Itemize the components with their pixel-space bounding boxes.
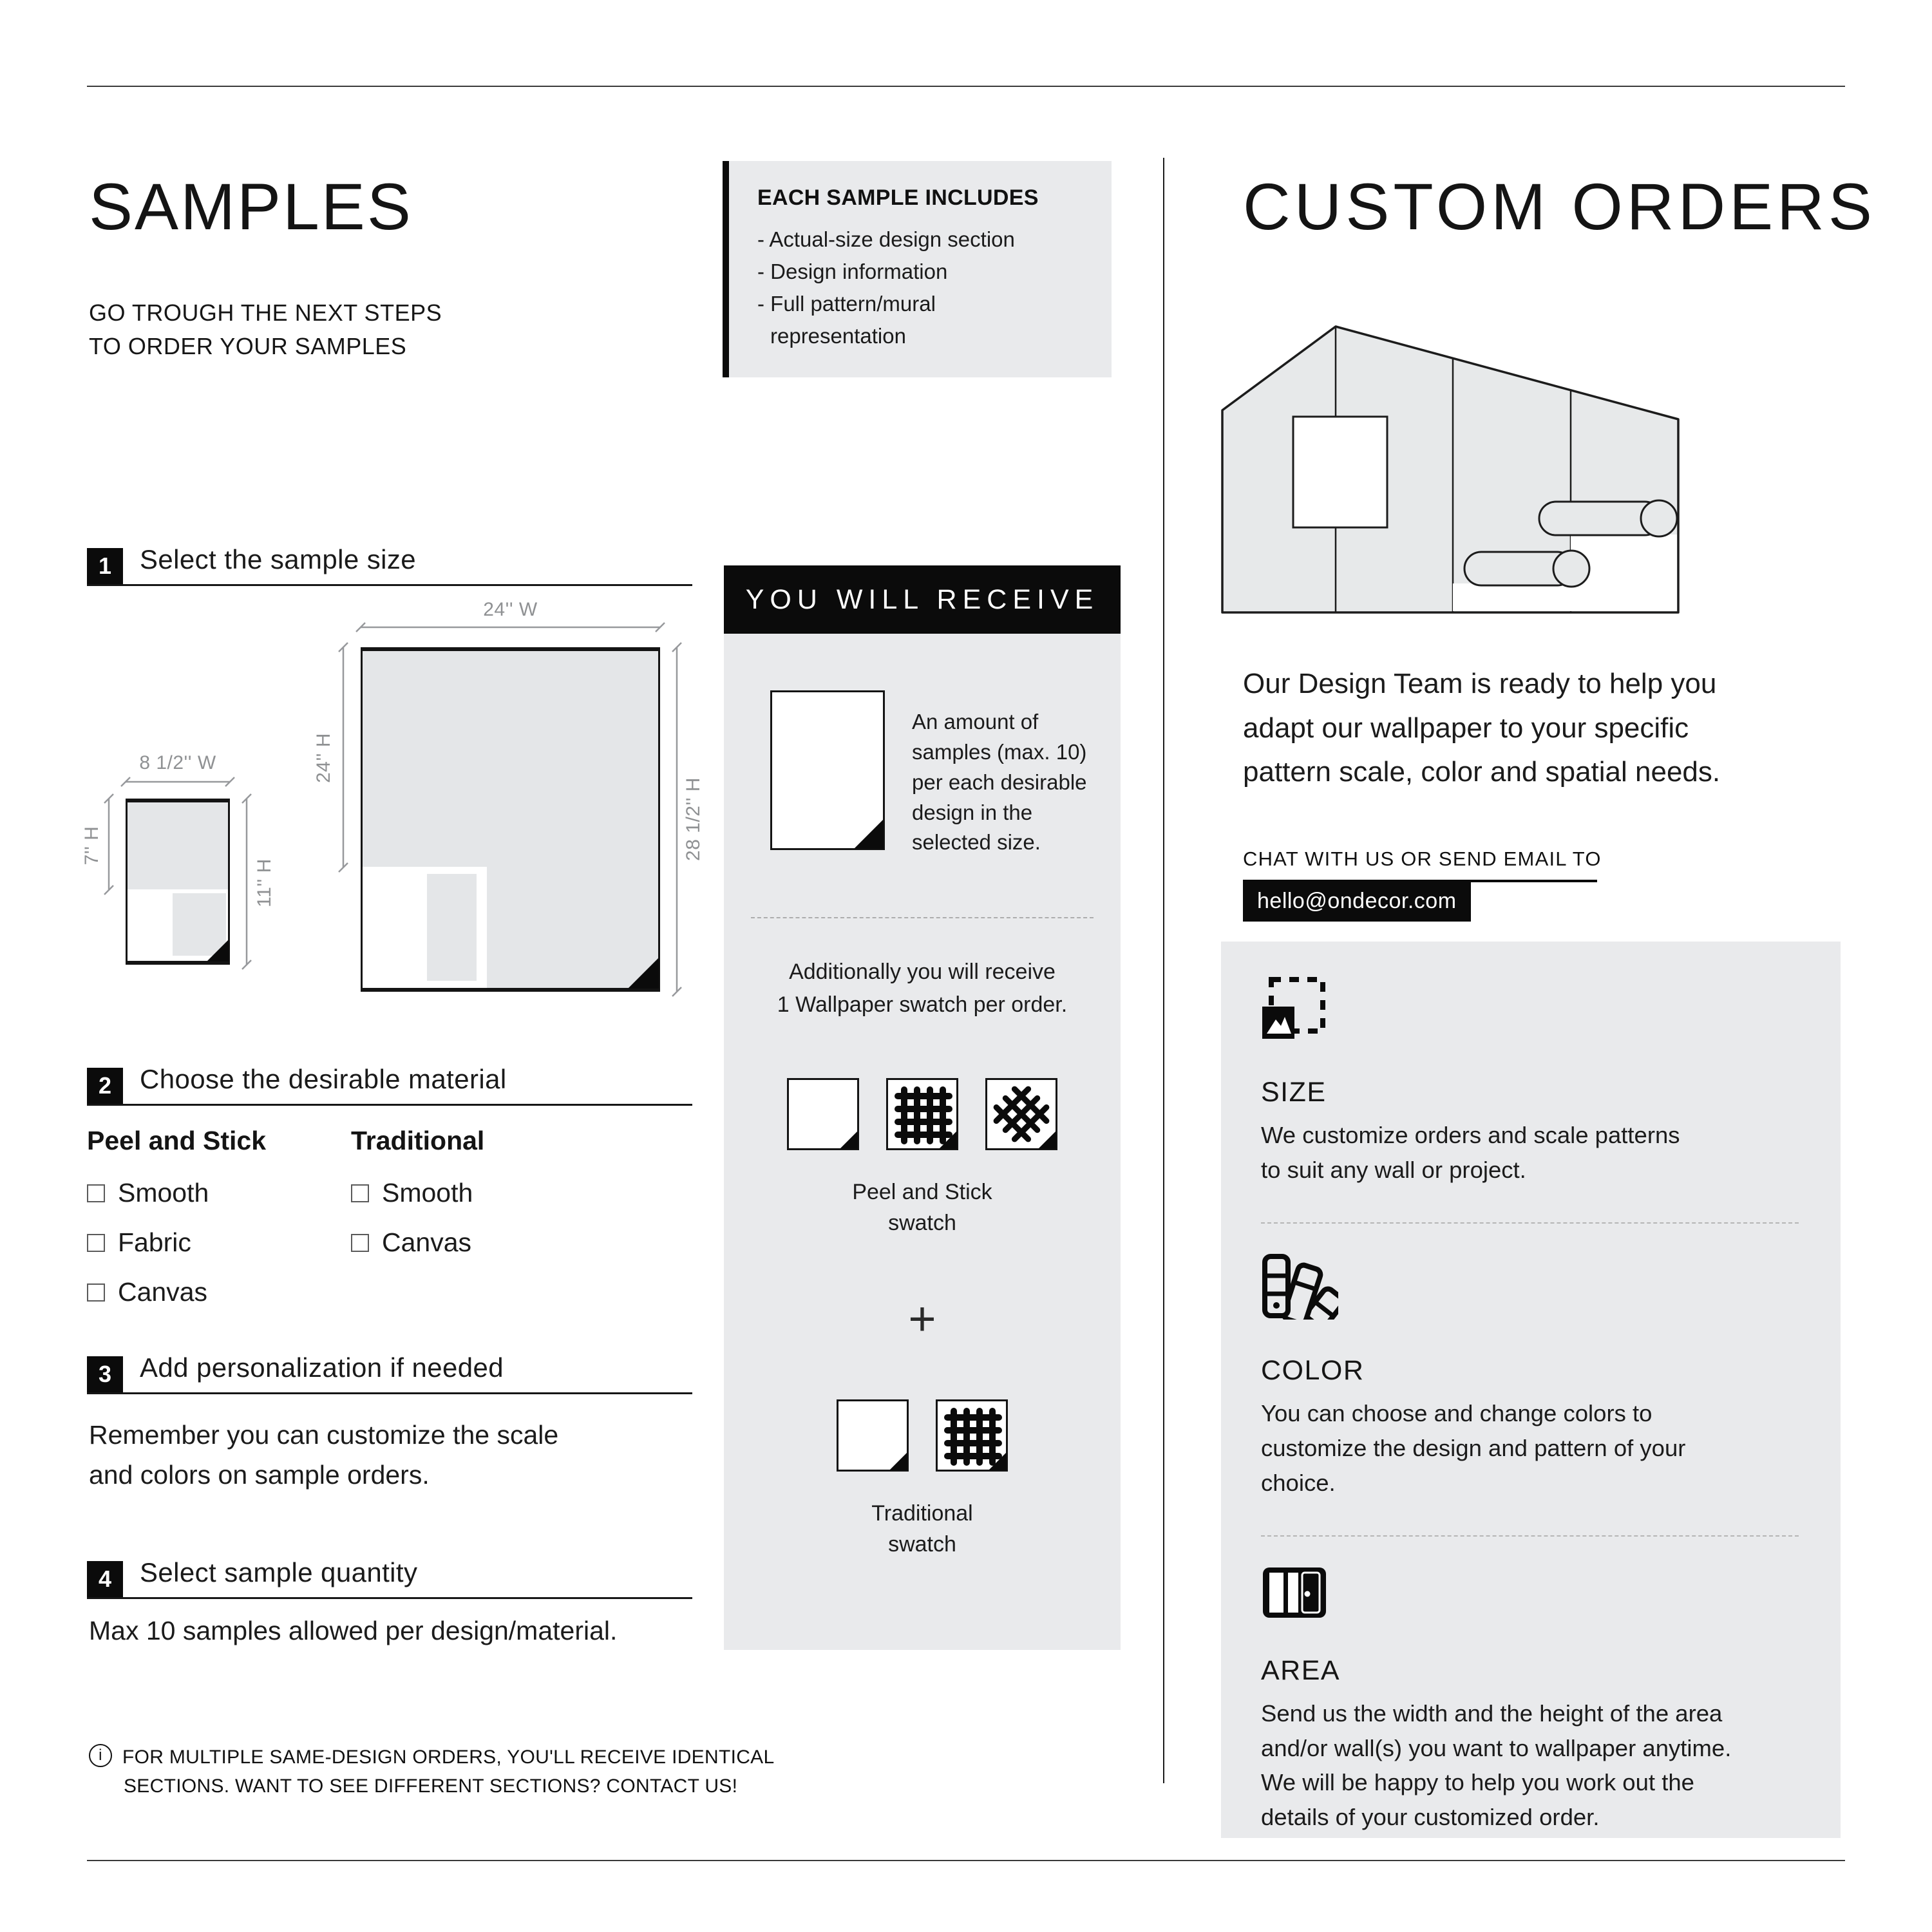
text-line: design in the <box>912 800 1033 824</box>
receive-body <box>724 634 1121 1560</box>
grid-swatch-icon <box>936 1399 1008 1472</box>
custom-orders-panel <box>1221 942 1841 1838</box>
text-line: 1 Wallpaper swatch per order. <box>777 992 1068 1018</box>
step-2-label: Choose the desirable material <box>140 1064 507 1094</box>
text-line: pattern scale, color and spatial needs. <box>1243 756 1721 788</box>
option-canvas <box>87 1277 266 1307</box>
corner-fold-icon <box>207 940 229 961</box>
lattice-swatch-icon <box>985 1078 1057 1150</box>
checkbox[interactable] <box>351 1234 369 1252</box>
includes-item: - Actual-size design section <box>757 227 1015 251</box>
traditional-column <box>351 1126 484 1277</box>
text-line: You can choose and change colors to <box>1261 1400 1653 1427</box>
text-line: Send us the width and the height of the area <box>1261 1700 1723 1727</box>
text-line: details of your customized order. <box>1261 1804 1600 1831</box>
grid-swatch-icon <box>886 1078 958 1150</box>
you-will-receive-panel <box>724 565 1121 1650</box>
blank-swatch-icon <box>787 1078 859 1150</box>
text-line: choice. <box>1261 1469 1336 1496</box>
house-wallpaper-illustration <box>1217 320 1683 618</box>
samples-title: SAMPLES <box>89 170 413 244</box>
option-label: Canvas <box>382 1227 472 1257</box>
checkbox[interactable] <box>87 1234 105 1252</box>
corner-fold-icon <box>989 1452 1007 1470</box>
footnote-text <box>122 1743 774 1801</box>
wall-area-icon <box>1261 1566 1799 1623</box>
sample-section-swatch <box>427 874 477 981</box>
step-4-note: Max 10 samples allowed per design/material. <box>89 1616 618 1645</box>
corner-fold-icon <box>854 819 884 849</box>
checkbox[interactable] <box>87 1184 105 1202</box>
large-sample-sheet <box>361 647 660 992</box>
text-line: customize the design and pattern of your <box>1261 1434 1686 1461</box>
dashed-divider <box>751 917 1094 918</box>
plus-icon: + <box>908 1292 936 1346</box>
text-line: We customize orders and scale patterns <box>1261 1122 1680 1148</box>
crop-size-icon <box>1261 977 1799 1045</box>
traditional-swatch-caption <box>743 1499 1101 1560</box>
additional-swatch-text <box>743 956 1101 1021</box>
step-1-label: Select the sample size <box>140 544 417 574</box>
text-line: Additionally you will receive <box>789 960 1056 985</box>
text-line: to suit any wall or project. <box>1261 1156 1526 1183</box>
color-heading: COLOR <box>1261 1355 1365 1387</box>
option-label: Fabric <box>118 1227 191 1257</box>
peel-swatch-caption <box>743 1177 1101 1238</box>
text-line: We will be happy to help you work out the <box>1261 1769 1694 1796</box>
peel-and-stick-title: Peel and Stick <box>87 1126 267 1155</box>
area-text <box>1261 1696 1799 1835</box>
dim-label-28h: 28 1/2'' H <box>683 777 704 861</box>
text-line: Peel and Stick <box>852 1180 992 1205</box>
includes-item: - Full pattern/mural <box>757 292 936 316</box>
option-fabric <box>87 1227 266 1258</box>
traditional-title: Traditional <box>351 1126 485 1155</box>
text-line: selected size. <box>912 830 1041 855</box>
checkbox[interactable] <box>351 1184 369 1202</box>
step-3-number: 3 <box>87 1356 123 1392</box>
small-sample-sheet <box>126 799 230 965</box>
sample-size-diagram <box>81 599 704 1021</box>
note-line: Remember you can customize the scale <box>89 1420 559 1450</box>
option-label: Smooth <box>382 1178 473 1208</box>
dashed-divider <box>1261 1535 1799 1537</box>
option-canvas <box>351 1227 484 1258</box>
top-rule <box>87 86 1845 87</box>
text-line: adapt our wallpaper to your specific <box>1243 712 1689 744</box>
text-line: samples (max. 10) <box>912 739 1087 764</box>
footnote <box>89 1743 774 1801</box>
sample-amount-row <box>770 690 1101 858</box>
intro-line: TO ORDER YOUR SAMPLES <box>89 332 407 359</box>
step-1-number: 1 <box>87 548 123 584</box>
intro-line: GO TROUGH THE NEXT STEPS <box>89 299 442 326</box>
text-line: An amount of <box>912 710 1039 734</box>
receive-title-bar: YOU WILL RECEIVE <box>724 565 1121 634</box>
includes-item: representation <box>770 324 906 348</box>
option-smooth <box>87 1178 266 1208</box>
footnote-line: SECTIONS. WANT TO SEE DIFFERENT SECTIONS? CONTACT US! <box>124 1776 738 1797</box>
text-line: Traditional <box>871 1501 973 1526</box>
step-3-note <box>89 1416 558 1495</box>
step-4-number: 4 <box>87 1561 123 1597</box>
chat-label: CHAT WITH US OR SEND EMAIL TO <box>1243 848 1602 870</box>
peel-and-stick-column <box>87 1126 266 1327</box>
step-3-label: Add personalization if needed <box>140 1352 504 1383</box>
traditional-swatches <box>743 1399 1101 1472</box>
sample-amount-text <box>912 707 1101 858</box>
sample-sheet-icon <box>770 690 885 850</box>
dim-label-24h: 24'' H <box>313 733 334 783</box>
text-line: and/or wall(s) you want to wallpaper anytime. <box>1261 1734 1732 1761</box>
corner-fold-icon <box>939 1131 957 1149</box>
size-text <box>1261 1118 1799 1187</box>
corner-fold-icon <box>889 1452 907 1470</box>
dim-label-7h: 7'' H <box>81 826 102 866</box>
footnote-line: FOR MULTIPLE SAME-DESIGN ORDERS, YOU'LL RECEIVE IDENTICAL <box>122 1747 775 1768</box>
corner-fold-icon <box>840 1131 858 1149</box>
bottom-rule <box>87 1860 1845 1861</box>
step-2-header <box>87 1064 692 1106</box>
text-line: swatch <box>888 1532 956 1557</box>
option-label: Canvas <box>118 1277 208 1307</box>
color-swatches-icon <box>1261 1253 1799 1323</box>
size-heading: SIZE <box>1261 1077 1327 1108</box>
custom-orders-title: CUSTOM ORDERS <box>1243 170 1876 244</box>
samples-intro <box>89 296 442 363</box>
step-2-number: 2 <box>87 1068 123 1104</box>
info-icon: i <box>89 1744 112 1767</box>
includes-item: - Design information <box>757 260 948 284</box>
dim-label-11h: 11'' H <box>254 858 275 907</box>
step-1-header <box>87 544 692 586</box>
color-text <box>1261 1396 1799 1500</box>
note-line: and colors on sample orders. <box>89 1459 430 1490</box>
step-4-label: Select sample quantity <box>140 1557 418 1587</box>
column-divider <box>1163 158 1164 1783</box>
corner-fold-icon <box>1038 1131 1056 1149</box>
step-4-header <box>87 1557 692 1599</box>
corner-fold-icon <box>628 958 659 989</box>
text-line: per each desirable <box>912 770 1087 794</box>
peel-and-stick-swatches <box>743 1078 1101 1150</box>
dim-label-8w: 8 1/2'' W <box>139 752 216 773</box>
each-sample-includes-box <box>723 161 1112 377</box>
dashed-divider <box>1261 1222 1799 1224</box>
area-heading: AREA <box>1261 1655 1341 1687</box>
blank-swatch-icon <box>837 1399 909 1472</box>
dim-label-24w: 24'' W <box>483 599 538 620</box>
checkbox[interactable] <box>87 1283 105 1302</box>
step-3-header <box>87 1352 692 1394</box>
option-label: Smooth <box>118 1178 209 1208</box>
sample-section-area <box>363 867 487 988</box>
includes-title: EACH SAMPLE INCLUDES <box>757 185 1039 210</box>
email-link[interactable]: hello@ondecor.com <box>1243 882 1471 922</box>
text-line: swatch <box>888 1210 956 1235</box>
design-team-intro <box>1243 662 1777 795</box>
option-smooth <box>351 1178 484 1208</box>
text-line: Our Design Team is ready to help you <box>1243 668 1717 699</box>
